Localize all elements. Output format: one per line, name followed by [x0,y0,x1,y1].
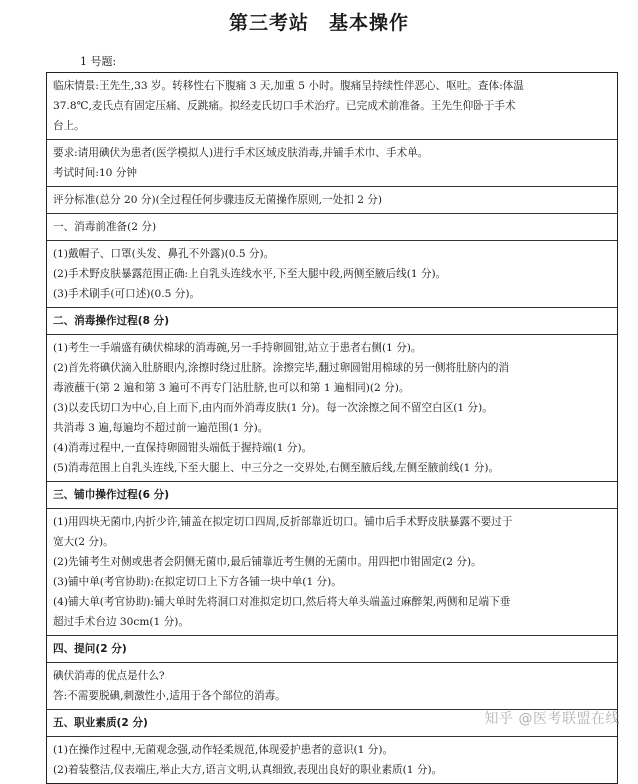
item-line: (4)铺大单(考官协助):铺大单时先将洞口对准拟定切口,然后将大单头端盖过麻醉架,两侧和足端下垂 [53,596,511,608]
exam-table [46,72,618,784]
answer-line: 答:不需要脱碘,刺激性小,适用于各个部位的消毒。 [53,690,286,702]
requirement-line: 要求:请用碘伏为患者(医学模拟人)进行手术区域皮肤消毒,并铺手术巾、手术单。 [53,147,429,159]
item-line: (1)戴帽子、口罩(头发、鼻孔不外露)(0.5 分)。 [53,248,275,260]
item-line: (3)手术刷手(可口述)(0.5 分)。 [53,288,201,300]
scoring-cell [47,187,617,214]
section-body [47,241,617,308]
section-title: 二、消毒操作过程(8 分) [53,315,170,327]
scenario-line: 临床情景:王先生,33 岁。转移性右下腹痛 3 天,加重 5 小时。腹痛呈持续性伴恶心、呕吐。查体:体温 [53,80,524,92]
section-title: 一、消毒前准备(2 分) [53,221,157,233]
section-title: 三、铺巾操作过程(6 分) [53,489,170,501]
item-line: (1)用四块无菌巾,内折少许,铺盖在拟定切口四周,反折部靠近切口。铺巾后手术野皮肤暴露不要过于 [53,516,513,528]
item-line: (2)先铺考生对侧或患者会阴侧无菌巾,最后铺靠近考生侧的无菌巾。用四把巾钳固定(2 分)。 [53,556,482,568]
scenario-line: 37.8℃,麦氏点有固定压痛、反跳痛。拟经麦氏切口手术治疗。已完成术前准备。王先生仰卧于手术 [53,100,516,112]
page-title: 第三考站 基本操作 [228,12,409,34]
item-line: (2)着装整洁,仪表端庄,举止大方,语言文明,认真细致,表现出良好的职业素质(1 分)。 [53,764,443,776]
item-line: (4)消毒过程中,一直保持卵圆钳头端低于握持端(1 分)。 [53,442,313,454]
section-body [47,737,617,783]
scoring-standard: 评分标准(总分 20 分)(全过程任何步骤违反无菌操作原则,一处扣 2 分) [53,194,383,206]
section-heading [47,482,617,509]
item-line: (1)在操作过程中,无菌观念强,动作轻柔规范,体现爱护患者的意识(1 分)。 [53,744,394,756]
section-body [47,335,617,482]
item-line: (5)消毒范围上自乳头连线,下至大腿上、中三分之一交界处,右侧至腋后线,左侧至腋前线(1 分)。 [53,462,500,474]
item-line: (1)考生一手端盛有碘伏棉球的消毒碗,另一手持卵圆钳,站立于患者右侧(1 分)。 [53,342,422,354]
question-number: 1 号题: [80,55,117,68]
exam-time: 考试时间:10 分钟 [53,167,137,179]
requirements-cell [47,140,617,187]
item-line: (3)铺中单(考官协助):在拟定切口上下方各铺一块中单(1 分)。 [53,576,342,588]
scenario-cell [47,73,617,140]
question-line: 碘伏消毒的优点是什么? [53,670,165,682]
section-heading [47,214,617,241]
section-heading [47,636,617,663]
item-line: (3)以麦氏切口为中心,自上而下,由内而外消毒皮肤(1 分)。每一次涂擦之间不留空白区(1 分)。 [53,402,493,414]
item-line: 超过手术台边 30cm(1 分)。 [53,616,189,628]
item-line: 毒液蘸干(第 2 遍和第 3 遍可不再专门沾肚脐,也可以和第 1 遍相同)(2 分)。 [53,382,410,394]
section-body [47,509,617,636]
section-body [47,663,617,710]
section-title: 五、职业素质(2 分) [53,717,148,729]
item-line: 共消毒 3 遍,每遍均不超过前一遍范围(1 分)。 [53,422,269,434]
scenario-line: 台上。 [53,120,85,132]
item-line: 宽大(2 分)。 [53,536,114,548]
section-heading [47,308,617,335]
item-line: (2)首先将碘伏滴入肚脐眼内,涂擦时绕过肚脐。涂擦完毕,翻过卵圆钳用棉球的另一侧将肚脐内的消 [53,362,510,374]
watermark: 知乎 @医考联盟在线 [484,711,620,727]
item-line: (2)手术野皮肤暴露范围正确:上自乳头连线水平,下至大腿中段,两侧至腋后线(1 分)。 [53,268,447,280]
section-title: 四、提问(2 分) [53,643,127,655]
